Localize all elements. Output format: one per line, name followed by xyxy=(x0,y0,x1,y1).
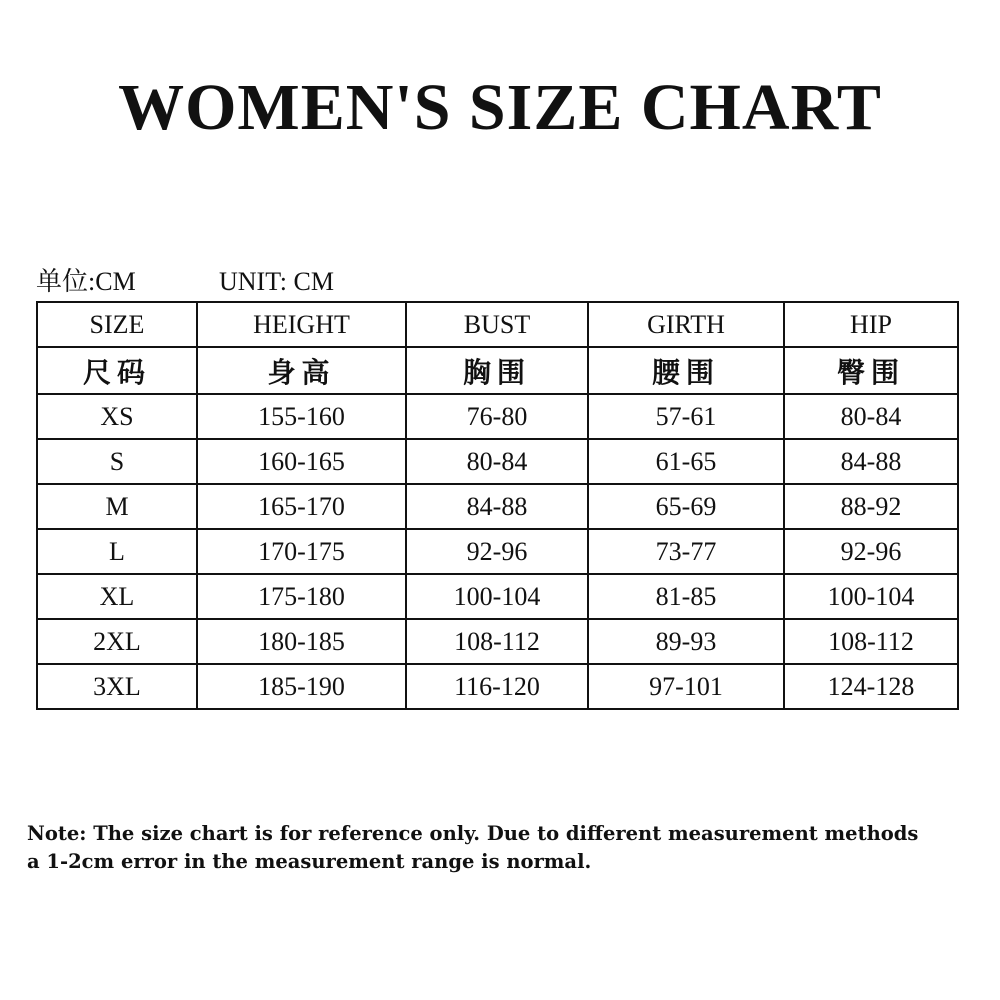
table-row xyxy=(37,439,958,484)
size-cell: 3XL xyxy=(37,664,197,709)
page-title: WOMEN'S SIZE CHART xyxy=(118,71,882,144)
bust-cell: 108-112 xyxy=(406,619,588,664)
size-cell: S xyxy=(37,439,197,484)
size-cell: XS xyxy=(37,394,197,439)
bust-cell: 100-104 xyxy=(406,574,588,619)
size-cell: L xyxy=(37,529,197,574)
table-row xyxy=(37,664,958,709)
girth-cell: 81-85 xyxy=(588,574,784,619)
header-bust-cn: 胸围 xyxy=(406,347,588,394)
height-cell: 180-185 xyxy=(197,619,406,664)
header-height: HEIGHT xyxy=(197,302,406,347)
header-row-chinese xyxy=(37,347,958,394)
size-cell: M xyxy=(37,484,197,529)
girth-cell: 57-61 xyxy=(588,394,784,439)
header-hip: HIP xyxy=(784,302,958,347)
hip-cell: 100-104 xyxy=(784,574,958,619)
footnote-line-1: Note: The size chart is for reference only. Due to different measurement methods xyxy=(27,822,919,845)
girth-cell: 73-77 xyxy=(588,529,784,574)
unit-label-chinese: 单位:CM xyxy=(36,267,136,296)
bust-cell: 92-96 xyxy=(406,529,588,574)
height-cell: 165-170 xyxy=(197,484,406,529)
table-row xyxy=(37,394,958,439)
header-bust: BUST xyxy=(406,302,588,347)
header-size: SIZE xyxy=(37,302,197,347)
hip-cell: 92-96 xyxy=(784,529,958,574)
girth-cell: 97-101 xyxy=(588,664,784,709)
girth-cell: 89-93 xyxy=(588,619,784,664)
bust-cell: 116-120 xyxy=(406,664,588,709)
table-row xyxy=(37,484,958,529)
bust-cell: 80-84 xyxy=(406,439,588,484)
height-cell: 175-180 xyxy=(197,574,406,619)
footnote xyxy=(27,820,992,876)
hip-cell: 80-84 xyxy=(784,394,958,439)
bust-cell: 76-80 xyxy=(406,394,588,439)
header-hip-cn: 臀围 xyxy=(784,347,958,394)
hip-cell: 124-128 xyxy=(784,664,958,709)
header-girth: GIRTH xyxy=(588,302,784,347)
height-cell: 160-165 xyxy=(197,439,406,484)
header-girth-cn: 腰围 xyxy=(588,347,784,394)
height-cell: 185-190 xyxy=(197,664,406,709)
height-cell: 155-160 xyxy=(197,394,406,439)
table-row xyxy=(37,529,958,574)
header-size-cn: 尺码 xyxy=(37,347,197,394)
table-row xyxy=(37,619,958,664)
hip-cell: 88-92 xyxy=(784,484,958,529)
hip-cell: 84-88 xyxy=(784,439,958,484)
unit-label-english: UNIT: CM xyxy=(219,267,334,296)
size-cell: 2XL xyxy=(37,619,197,664)
header-height-cn: 身高 xyxy=(197,347,406,394)
girth-cell: 65-69 xyxy=(588,484,784,529)
table-row xyxy=(37,574,958,619)
girth-cell: 61-65 xyxy=(588,439,784,484)
height-cell: 170-175 xyxy=(197,529,406,574)
bust-cell: 84-88 xyxy=(406,484,588,529)
hip-cell: 108-112 xyxy=(784,619,958,664)
size-table xyxy=(36,301,959,710)
footnote-line-2: a 1-2cm error in the measurement range is normal. xyxy=(27,850,592,873)
header-row-english xyxy=(37,302,958,347)
size-cell: XL xyxy=(37,574,197,619)
